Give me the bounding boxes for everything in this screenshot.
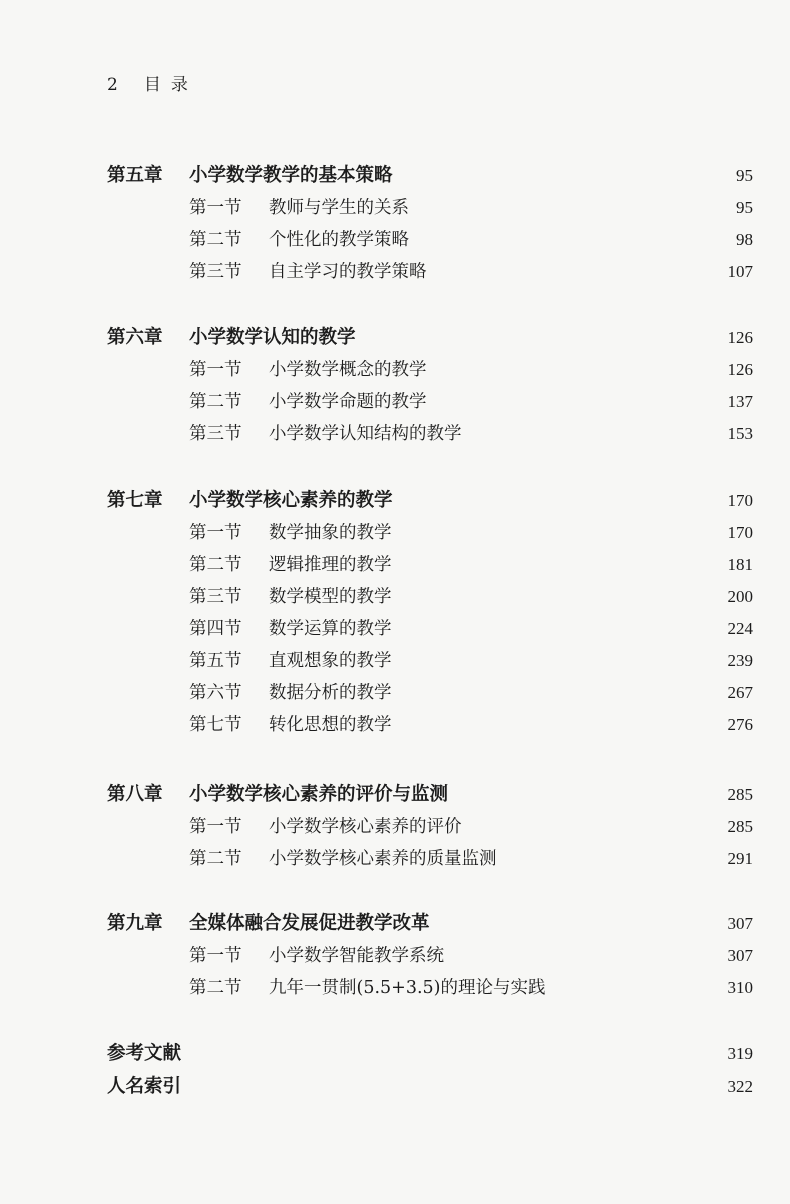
chapter-page: 170 [727, 491, 753, 510]
chapter-number: 第六章 [107, 327, 163, 348]
toc-references[interactable] [0, 1038, 790, 1070]
section-label [189, 418, 462, 450]
toc-section[interactable] [0, 613, 790, 645]
section-number: 第三节 [189, 587, 242, 607]
section-title: 小学数学核心素养的质量监测 [269, 849, 497, 869]
chapter-number: 第七章 [107, 490, 163, 511]
section-page: 276 [727, 715, 753, 734]
section-title: 逻辑推理的教学 [269, 555, 392, 575]
chapter-number: 第五章 [107, 165, 163, 186]
toc-section[interactable] [0, 549, 790, 581]
chapter-page: 285 [727, 785, 753, 804]
section-number: 第一节 [189, 198, 242, 218]
toc-section[interactable] [0, 354, 790, 386]
chapter-number: 第九章 [107, 913, 163, 934]
toc-section[interactable] [0, 843, 790, 875]
section-page: 307 [727, 946, 753, 965]
toc-chapter-9[interactable] [0, 908, 790, 940]
section-title: 数据分析的教学 [269, 683, 392, 703]
section-number: 第二节 [189, 555, 242, 575]
section-title: 个性化的教学策略 [269, 230, 409, 250]
section-label [189, 581, 392, 613]
section-title: 小学数学核心素养的评价 [269, 817, 462, 837]
section-number: 第三节 [189, 262, 242, 282]
chapter-label [107, 908, 430, 940]
section-title: 教师与学生的关系 [269, 198, 409, 218]
section-title: 小学数学概念的教学 [269, 360, 427, 380]
toc-section[interactable] [0, 224, 790, 256]
toc-section[interactable] [0, 972, 790, 1004]
section-number: 第二节 [189, 849, 242, 869]
section-label [189, 613, 392, 645]
toc-section[interactable] [0, 256, 790, 288]
section-label [189, 677, 392, 709]
section-page: 137 [727, 392, 753, 411]
chapter-title: 小学数学核心素养的教学 [189, 490, 393, 511]
backmatter-page: 322 [727, 1077, 753, 1096]
section-number: 第二节 [189, 230, 242, 250]
section-number: 第一节 [189, 523, 242, 543]
chapter-label [107, 322, 356, 354]
section-label [189, 843, 497, 875]
section-title: 数学抽象的教学 [269, 523, 392, 543]
toc-chapter-6[interactable] [0, 322, 790, 354]
toc-section[interactable] [0, 386, 790, 418]
toc-chapter-8[interactable] [0, 779, 790, 811]
chapter-page: 126 [727, 328, 753, 347]
section-label [189, 940, 444, 972]
toc-section[interactable] [0, 677, 790, 709]
section-title: 小学数学命题的教学 [269, 392, 427, 412]
section-title: 转化思想的教学 [269, 715, 392, 735]
toc-section[interactable] [0, 192, 790, 224]
chapter-label [107, 485, 393, 517]
chapter-title: 全媒体融合发展促进教学改革 [189, 913, 430, 934]
section-title: 直观想象的教学 [269, 651, 392, 671]
backmatter-page: 319 [727, 1044, 753, 1063]
section-label [189, 645, 392, 677]
section-page: 95 [736, 198, 753, 217]
section-page: 126 [727, 360, 753, 379]
chapter-title: 小学数学教学的基本策略 [189, 165, 393, 186]
section-number: 第二节 [189, 978, 242, 998]
toc-name-index[interactable] [0, 1071, 790, 1103]
section-label [189, 354, 427, 386]
section-label [189, 811, 462, 843]
toc-section[interactable] [0, 811, 790, 843]
chapter-page: 307 [727, 914, 753, 933]
chapter-label [107, 160, 393, 192]
toc-section[interactable] [0, 418, 790, 450]
section-number: 第五节 [189, 651, 242, 671]
section-title: 数学模型的教学 [269, 587, 392, 607]
section-title: 九年一贯制(5.5+3.5)的理论与实践 [269, 978, 546, 998]
running-header [107, 70, 198, 95]
section-page: 224 [727, 619, 753, 638]
chapter-number: 第八章 [107, 784, 163, 805]
section-number: 第四节 [189, 619, 242, 639]
section-number: 第六节 [189, 683, 242, 703]
section-label [189, 386, 427, 418]
toc-section[interactable] [0, 709, 790, 741]
section-number: 第二节 [189, 392, 242, 412]
toc-section[interactable] [0, 645, 790, 677]
section-title: 数学运算的教学 [269, 619, 392, 639]
section-page: 181 [727, 555, 753, 574]
chapter-label [107, 779, 448, 811]
toc-chapter-7[interactable] [0, 485, 790, 517]
section-number: 第一节 [189, 360, 242, 380]
section-page: 107 [727, 262, 753, 281]
section-number: 第七节 [189, 715, 242, 735]
toc-section[interactable] [0, 517, 790, 549]
header-page-number: 2 [107, 75, 118, 95]
toc-section[interactable] [0, 581, 790, 613]
section-page: 285 [727, 817, 753, 836]
toc-chapter-5[interactable] [0, 160, 790, 192]
section-page: 98 [736, 230, 753, 249]
section-label [189, 549, 392, 581]
section-label [189, 972, 545, 1004]
section-label [189, 256, 427, 288]
section-page: 239 [727, 651, 753, 670]
section-page: 153 [727, 424, 753, 443]
section-number: 第一节 [189, 946, 242, 966]
chapter-page: 95 [736, 166, 753, 185]
section-label [189, 224, 409, 256]
header-title: 目录 [143, 75, 198, 95]
section-title: 小学数学智能教学系统 [269, 946, 444, 966]
section-number: 第三节 [189, 424, 242, 444]
backmatter-title: 人名索引 [107, 1076, 182, 1097]
section-label [189, 709, 392, 741]
section-title: 自主学习的教学策略 [269, 262, 427, 282]
toc-section[interactable] [0, 940, 790, 972]
backmatter-title: 参考文献 [107, 1043, 182, 1064]
chapter-title: 小学数学认知的教学 [189, 327, 356, 348]
section-number: 第一节 [189, 817, 242, 837]
section-page: 200 [727, 587, 753, 606]
section-page: 310 [727, 978, 753, 997]
chapter-title: 小学数学核心素养的评价与监测 [189, 784, 449, 805]
section-page: 267 [727, 683, 753, 702]
section-label [189, 192, 409, 224]
section-page: 291 [727, 849, 753, 868]
section-page: 170 [727, 523, 753, 542]
section-label [189, 517, 392, 549]
section-title: 小学数学认知结构的教学 [269, 424, 462, 444]
